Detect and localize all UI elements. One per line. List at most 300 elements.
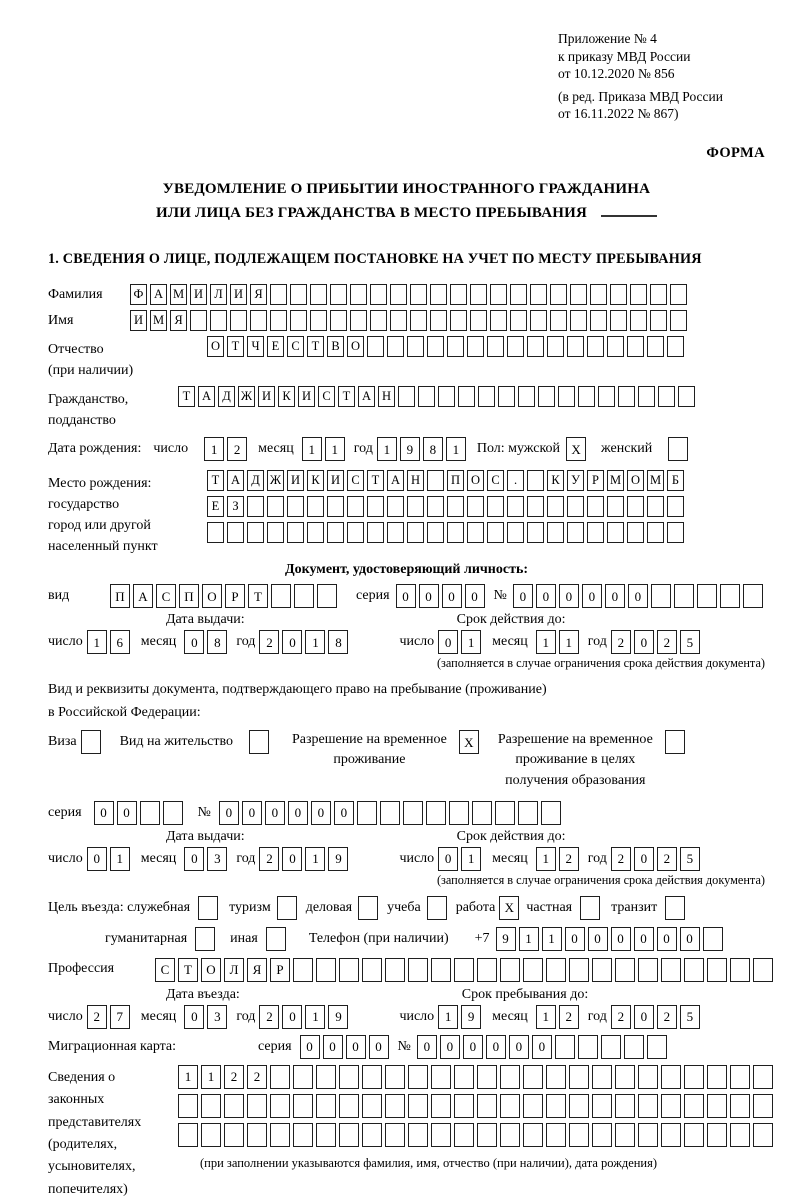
char-box[interactable]	[567, 522, 584, 543]
char-box[interactable]: И	[230, 284, 247, 305]
char-box[interactable]	[720, 584, 740, 608]
char-box[interactable]: М	[647, 470, 664, 491]
char-box[interactable]: С	[318, 386, 335, 407]
char-box[interactable]	[555, 1035, 575, 1059]
char-box[interactable]	[507, 522, 524, 543]
char-box[interactable]	[247, 1123, 267, 1147]
char-box[interactable]: 1	[110, 847, 130, 871]
char-box[interactable]	[307, 496, 324, 517]
char-box[interactable]	[387, 496, 404, 517]
char-box[interactable]	[398, 386, 415, 407]
char-box[interactable]: 5	[680, 1005, 700, 1029]
char-box[interactable]	[665, 896, 685, 920]
char-box[interactable]: 1	[201, 1065, 221, 1089]
char-box[interactable]: 1	[461, 630, 481, 654]
char-box[interactable]	[638, 958, 658, 982]
stay-issue-month-boxes[interactable]	[184, 847, 230, 871]
char-box[interactable]	[267, 496, 284, 517]
char-box[interactable]: 1	[305, 847, 325, 871]
char-box[interactable]	[293, 1065, 313, 1089]
char-box[interactable]: 0	[184, 1005, 204, 1029]
char-box[interactable]	[449, 801, 469, 825]
char-box[interactable]	[290, 310, 307, 331]
char-box[interactable]: Р	[587, 470, 604, 491]
char-box[interactable]: Я	[250, 284, 267, 305]
char-box[interactable]	[601, 1035, 621, 1059]
char-box[interactable]: 1	[461, 847, 481, 871]
char-box[interactable]	[610, 310, 627, 331]
purpose-official-checkbox[interactable]	[198, 896, 221, 920]
char-box[interactable]	[385, 1065, 405, 1089]
char-box[interactable]	[470, 284, 487, 305]
char-box[interactable]	[367, 496, 384, 517]
char-box[interactable]	[316, 1123, 336, 1147]
id-kind-boxes[interactable]	[110, 584, 340, 608]
char-box[interactable]	[703, 927, 723, 951]
char-box[interactable]	[362, 1065, 382, 1089]
char-box[interactable]	[638, 1065, 658, 1089]
char-box[interactable]: 0	[536, 584, 556, 608]
char-box[interactable]: 0	[323, 1035, 343, 1059]
char-box[interactable]: А	[387, 470, 404, 491]
char-box[interactable]	[385, 958, 405, 982]
char-box[interactable]	[607, 496, 624, 517]
patronymic-boxes[interactable]	[207, 336, 687, 357]
char-box[interactable]: 9	[400, 437, 420, 461]
char-box[interactable]	[638, 386, 655, 407]
sex-female-checkbox[interactable]	[668, 437, 691, 461]
char-box[interactable]	[230, 310, 247, 331]
char-box[interactable]: .	[507, 470, 524, 491]
char-box[interactable]	[674, 584, 694, 608]
char-box[interactable]	[367, 522, 384, 543]
char-box[interactable]: 1	[519, 927, 539, 951]
char-box[interactable]	[277, 896, 297, 920]
char-box[interactable]: 0	[288, 801, 308, 825]
char-box[interactable]: Б	[667, 470, 684, 491]
birthplace-boxes-row1[interactable]	[207, 470, 687, 491]
char-box[interactable]	[630, 310, 647, 331]
char-box[interactable]: А	[198, 386, 215, 407]
char-box[interactable]: Р	[225, 584, 245, 608]
char-box[interactable]	[518, 801, 538, 825]
birthplace-boxes-row3[interactable]	[207, 522, 687, 543]
char-box[interactable]	[270, 1094, 290, 1118]
char-box[interactable]	[347, 496, 364, 517]
char-box[interactable]	[546, 1065, 566, 1089]
char-box[interactable]: X	[566, 437, 586, 461]
char-box[interactable]	[270, 310, 287, 331]
birth-year-boxes[interactable]	[377, 437, 469, 461]
char-box[interactable]	[495, 801, 515, 825]
char-box[interactable]: 2	[559, 847, 579, 871]
char-box[interactable]	[431, 1123, 451, 1147]
char-box[interactable]: 0	[396, 584, 416, 608]
char-box[interactable]: Д	[218, 386, 235, 407]
char-box[interactable]	[569, 958, 589, 982]
residence-permit-checkbox[interactable]	[249, 730, 272, 754]
char-box[interactable]	[350, 284, 367, 305]
char-box[interactable]: 2	[611, 1005, 631, 1029]
char-box[interactable]	[550, 310, 567, 331]
char-box[interactable]: 7	[110, 1005, 130, 1029]
char-box[interactable]: 0	[440, 1035, 460, 1059]
legal-boxes-row3[interactable]	[178, 1123, 776, 1147]
char-box[interactable]	[510, 284, 527, 305]
char-box[interactable]	[247, 522, 264, 543]
char-box[interactable]	[510, 310, 527, 331]
char-box[interactable]: У	[567, 470, 584, 491]
char-box[interactable]	[587, 496, 604, 517]
char-box[interactable]	[431, 1065, 451, 1089]
char-box[interactable]	[507, 496, 524, 517]
char-box[interactable]: О	[467, 470, 484, 491]
char-box[interactable]	[707, 1123, 727, 1147]
char-box[interactable]	[753, 1065, 773, 1089]
char-box[interactable]: 2	[259, 1005, 279, 1029]
char-box[interactable]	[530, 284, 547, 305]
char-box[interactable]	[578, 1035, 598, 1059]
surname-boxes[interactable]	[130, 284, 690, 305]
char-box[interactable]	[607, 522, 624, 543]
char-box[interactable]	[380, 801, 400, 825]
char-box[interactable]	[367, 336, 384, 357]
char-box[interactable]: О	[202, 584, 222, 608]
char-box[interactable]: М	[150, 310, 167, 331]
char-box[interactable]	[477, 1123, 497, 1147]
char-box[interactable]	[615, 1094, 635, 1118]
char-box[interactable]	[390, 284, 407, 305]
char-box[interactable]	[650, 310, 667, 331]
char-box[interactable]: Е	[207, 496, 224, 517]
char-box[interactable]	[518, 386, 535, 407]
char-box[interactable]	[431, 958, 451, 982]
char-box[interactable]: К	[307, 470, 324, 491]
legal-boxes-row2[interactable]	[178, 1094, 776, 1118]
char-box[interactable]	[270, 284, 287, 305]
stay-series-boxes[interactable]	[94, 801, 186, 825]
char-box[interactable]: Т	[178, 958, 198, 982]
char-box[interactable]: 2	[611, 847, 631, 871]
char-box[interactable]: 0	[465, 584, 485, 608]
char-box[interactable]	[500, 958, 520, 982]
char-box[interactable]: 2	[224, 1065, 244, 1089]
temp-residence-checkbox[interactable]	[459, 730, 482, 754]
char-box[interactable]: 0	[419, 584, 439, 608]
purpose-humanitarian-checkbox[interactable]	[195, 927, 218, 951]
char-box[interactable]	[638, 1123, 658, 1147]
char-box[interactable]	[546, 1123, 566, 1147]
char-box[interactable]	[307, 522, 324, 543]
char-box[interactable]	[678, 386, 695, 407]
char-box[interactable]: Ж	[238, 386, 255, 407]
char-box[interactable]	[293, 1094, 313, 1118]
char-box[interactable]	[339, 958, 359, 982]
sex-male-checkbox[interactable]	[566, 437, 589, 461]
char-box[interactable]	[358, 896, 378, 920]
char-box[interactable]: 3	[207, 1005, 227, 1029]
char-box[interactable]	[580, 896, 600, 920]
char-box[interactable]	[665, 730, 685, 754]
char-box[interactable]: 5	[680, 630, 700, 654]
char-box[interactable]	[287, 522, 304, 543]
char-box[interactable]	[615, 1123, 635, 1147]
char-box[interactable]	[163, 801, 183, 825]
char-box[interactable]	[541, 801, 561, 825]
char-box[interactable]: 0	[605, 584, 625, 608]
entry-month-boxes[interactable]	[184, 1005, 230, 1029]
char-box[interactable]	[523, 1094, 543, 1118]
char-box[interactable]	[527, 336, 544, 357]
char-box[interactable]	[477, 1065, 497, 1089]
char-box[interactable]	[198, 896, 218, 920]
char-box[interactable]	[730, 1065, 750, 1089]
char-box[interactable]: 0	[634, 927, 654, 951]
char-box[interactable]	[227, 522, 244, 543]
char-box[interactable]: А	[133, 584, 153, 608]
char-box[interactable]	[190, 310, 207, 331]
char-box[interactable]	[523, 1123, 543, 1147]
char-box[interactable]	[357, 801, 377, 825]
char-box[interactable]	[607, 336, 624, 357]
char-box[interactable]: А	[358, 386, 375, 407]
char-box[interactable]	[667, 522, 684, 543]
char-box[interactable]	[270, 1065, 290, 1089]
stay-issue-day-boxes[interactable]	[87, 847, 133, 871]
char-box[interactable]: И	[190, 284, 207, 305]
entry-day-boxes[interactable]	[87, 1005, 133, 1029]
char-box[interactable]	[201, 1094, 221, 1118]
char-box[interactable]: 3	[207, 847, 227, 871]
char-box[interactable]	[661, 1123, 681, 1147]
char-box[interactable]: З	[227, 496, 244, 517]
char-box[interactable]	[730, 1094, 750, 1118]
char-box[interactable]: 0	[463, 1035, 483, 1059]
char-box[interactable]: 2	[559, 1005, 579, 1029]
purpose-transit-checkbox[interactable]	[665, 896, 688, 920]
char-box[interactable]	[592, 958, 612, 982]
char-box[interactable]: Я	[247, 958, 267, 982]
char-box[interactable]: 1	[178, 1065, 198, 1089]
char-box[interactable]: 0	[300, 1035, 320, 1059]
char-box[interactable]	[500, 1123, 520, 1147]
mc-number-boxes[interactable]	[417, 1035, 670, 1059]
char-box[interactable]: 0	[582, 584, 602, 608]
purpose-study-checkbox[interactable]	[427, 896, 450, 920]
char-box[interactable]: М	[170, 284, 187, 305]
char-box[interactable]	[661, 1094, 681, 1118]
char-box[interactable]: Л	[224, 958, 244, 982]
stay-month-boxes[interactable]	[536, 1005, 582, 1029]
char-box[interactable]: Т	[338, 386, 355, 407]
char-box[interactable]	[477, 958, 497, 982]
char-box[interactable]: 1	[377, 437, 397, 461]
char-box[interactable]	[407, 522, 424, 543]
char-box[interactable]	[667, 336, 684, 357]
id-number-boxes[interactable]	[513, 584, 766, 608]
char-box[interactable]	[707, 1094, 727, 1118]
char-box[interactable]	[201, 1123, 221, 1147]
char-box[interactable]	[403, 801, 423, 825]
stay-issue-year-boxes[interactable]	[259, 847, 351, 871]
char-box[interactable]: 0	[442, 584, 462, 608]
char-box[interactable]	[294, 584, 314, 608]
char-box[interactable]	[523, 958, 543, 982]
char-box[interactable]: И	[327, 470, 344, 491]
citizenship-boxes[interactable]	[178, 386, 698, 407]
char-box[interactable]: Т	[307, 336, 324, 357]
char-box[interactable]: 0	[559, 584, 579, 608]
char-box[interactable]	[638, 1094, 658, 1118]
char-box[interactable]	[250, 310, 267, 331]
char-box[interactable]: 1	[325, 437, 345, 461]
char-box[interactable]	[707, 958, 727, 982]
char-box[interactable]: X	[459, 730, 479, 754]
char-box[interactable]	[530, 310, 547, 331]
char-box[interactable]	[450, 310, 467, 331]
char-box[interactable]	[567, 496, 584, 517]
char-box[interactable]: В	[327, 336, 344, 357]
purpose-work-checkbox[interactable]	[499, 896, 522, 920]
char-box[interactable]	[658, 386, 675, 407]
char-box[interactable]	[627, 336, 644, 357]
char-box[interactable]	[547, 496, 564, 517]
char-box[interactable]	[570, 284, 587, 305]
char-box[interactable]: С	[287, 336, 304, 357]
char-box[interactable]	[753, 1123, 773, 1147]
char-box[interactable]	[418, 386, 435, 407]
char-box[interactable]	[667, 496, 684, 517]
char-box[interactable]: 9	[496, 927, 516, 951]
char-box[interactable]	[287, 496, 304, 517]
stay-number-boxes[interactable]	[219, 801, 564, 825]
stay-valid-month-boxes[interactable]	[536, 847, 582, 871]
char-box[interactable]	[408, 1123, 428, 1147]
char-box[interactable]: Т	[178, 386, 195, 407]
char-box[interactable]	[140, 801, 160, 825]
char-box[interactable]	[427, 496, 444, 517]
char-box[interactable]	[627, 496, 644, 517]
char-box[interactable]	[427, 896, 447, 920]
char-box[interactable]: 1	[536, 630, 556, 654]
char-box[interactable]: Ж	[267, 470, 284, 491]
char-box[interactable]	[500, 1065, 520, 1089]
char-box[interactable]: И	[258, 386, 275, 407]
char-box[interactable]: Д	[247, 470, 264, 491]
char-box[interactable]	[500, 1094, 520, 1118]
stay-day-boxes[interactable]	[438, 1005, 484, 1029]
char-box[interactable]: Т	[207, 470, 224, 491]
char-box[interactable]	[430, 284, 447, 305]
char-box[interactable]	[684, 1094, 704, 1118]
char-box[interactable]	[651, 584, 671, 608]
char-box[interactable]	[467, 522, 484, 543]
char-box[interactable]	[454, 1065, 474, 1089]
char-box[interactable]	[567, 336, 584, 357]
char-box[interactable]	[753, 1094, 773, 1118]
char-box[interactable]: Ч	[247, 336, 264, 357]
char-box[interactable]: 0	[184, 847, 204, 871]
char-box[interactable]	[598, 386, 615, 407]
char-box[interactable]	[224, 1123, 244, 1147]
char-box[interactable]	[610, 284, 627, 305]
char-box[interactable]	[339, 1094, 359, 1118]
char-box[interactable]: 1	[302, 437, 322, 461]
char-box[interactable]	[327, 496, 344, 517]
char-box[interactable]: 0	[311, 801, 331, 825]
char-box[interactable]	[316, 958, 336, 982]
char-box[interactable]	[592, 1123, 612, 1147]
char-box[interactable]: П	[110, 584, 130, 608]
char-box[interactable]: Р	[270, 958, 290, 982]
char-box[interactable]	[538, 386, 555, 407]
char-box[interactable]: 0	[634, 630, 654, 654]
char-box[interactable]	[527, 522, 544, 543]
char-box[interactable]	[477, 1094, 497, 1118]
char-box[interactable]	[590, 284, 607, 305]
char-box[interactable]	[362, 1094, 382, 1118]
char-box[interactable]	[684, 1123, 704, 1147]
char-box[interactable]: П	[179, 584, 199, 608]
char-box[interactable]: С	[156, 584, 176, 608]
char-box[interactable]: П	[447, 470, 464, 491]
char-box[interactable]: И	[298, 386, 315, 407]
char-box[interactable]	[647, 1035, 667, 1059]
char-box[interactable]: 0	[242, 801, 262, 825]
char-box[interactable]	[472, 801, 492, 825]
char-box[interactable]: С	[347, 470, 364, 491]
purpose-business-checkbox[interactable]	[358, 896, 381, 920]
legal-boxes-row1[interactable]	[178, 1065, 776, 1089]
char-box[interactable]: 0	[634, 847, 654, 871]
purpose-tourism-checkbox[interactable]	[277, 896, 300, 920]
char-box[interactable]: К	[278, 386, 295, 407]
birth-month-boxes[interactable]	[302, 437, 348, 461]
char-box[interactable]: Л	[210, 284, 227, 305]
char-box[interactable]	[178, 1094, 198, 1118]
char-box[interactable]: 1	[305, 1005, 325, 1029]
char-box[interactable]: 9	[328, 847, 348, 871]
char-box[interactable]: 1	[559, 630, 579, 654]
stay-valid-year-boxes[interactable]	[611, 847, 703, 871]
char-box[interactable]	[447, 522, 464, 543]
char-box[interactable]: 1	[87, 630, 107, 654]
char-box[interactable]: 0	[680, 927, 700, 951]
char-box[interactable]: 0	[282, 630, 302, 654]
stay-year-boxes[interactable]	[611, 1005, 703, 1029]
char-box[interactable]: 0	[513, 584, 533, 608]
char-box[interactable]: А	[150, 284, 167, 305]
char-box[interactable]	[290, 284, 307, 305]
char-box[interactable]	[670, 284, 687, 305]
char-box[interactable]: 2	[227, 437, 247, 461]
char-box[interactable]: 2	[657, 1005, 677, 1029]
char-box[interactable]: 0	[94, 801, 114, 825]
char-box[interactable]	[410, 284, 427, 305]
char-box[interactable]	[647, 336, 664, 357]
char-box[interactable]	[627, 522, 644, 543]
char-box[interactable]	[661, 958, 681, 982]
char-box[interactable]	[327, 522, 344, 543]
char-box[interactable]	[271, 584, 291, 608]
char-box[interactable]	[523, 1065, 543, 1089]
char-box[interactable]	[647, 522, 664, 543]
char-box[interactable]	[407, 496, 424, 517]
char-box[interactable]	[661, 1065, 681, 1089]
char-box[interactable]: 0	[369, 1035, 389, 1059]
purpose-other-checkbox[interactable]	[266, 927, 289, 951]
char-box[interactable]	[310, 310, 327, 331]
